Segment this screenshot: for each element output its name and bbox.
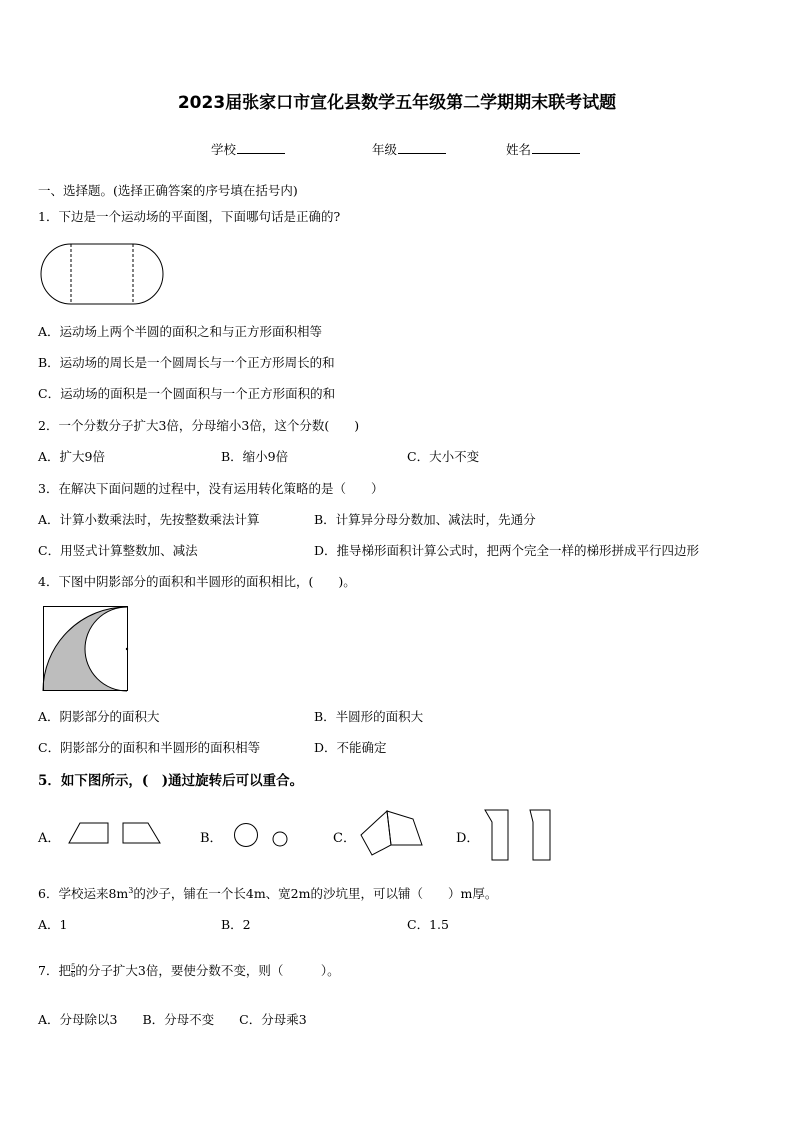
name-field xyxy=(506,140,580,158)
q2-option-b[interactable]: B．缩小9倍 xyxy=(221,449,289,464)
q7-stem-post: 的分子扩大3倍，要使分数不变，则（ ）。 xyxy=(75,963,340,978)
grade-blank[interactable] xyxy=(398,141,446,154)
q3-option-d[interactable]: D．推导梯形面积计算公式时，把两个完全一样的梯形拼成平行四边形 xyxy=(314,543,700,558)
q2-option-a[interactable]: A．扩大9倍 xyxy=(38,449,105,464)
q1-option-c[interactable]: C．运动场的面积是一个圆面积与一个正方形面积的和 xyxy=(38,386,336,401)
q5-option-a[interactable]: A． xyxy=(38,831,61,846)
q5-option-b[interactable]: B． xyxy=(200,831,223,846)
school-blank[interactable] xyxy=(237,141,285,154)
rotated-quad-figure xyxy=(359,809,425,859)
q7-options[interactable]: A．分母除以3 B．分母不变 C．分母乘3 xyxy=(38,1012,307,1027)
q1-stem: 1．下边是一个运动场的平面图，下面哪句话是正确的? xyxy=(38,209,341,224)
q4-option-c[interactable]: C．阴影部分的面积和半圆形的面积相等 xyxy=(38,740,261,755)
notched-rect-pair-figure xyxy=(484,808,554,864)
q4-option-a[interactable]: A．阴影部分的面积大 xyxy=(38,709,160,724)
circle-pair-figure xyxy=(233,822,293,850)
q6-option-b[interactable]: B．2 xyxy=(221,917,251,932)
grade-label: 年级 xyxy=(372,142,398,157)
q7-stem xyxy=(38,961,340,979)
name-blank[interactable] xyxy=(532,141,580,154)
q5-option-d[interactable]: D． xyxy=(456,831,480,846)
trapezoid-pair-figure xyxy=(68,822,164,848)
grade-field xyxy=(372,140,446,158)
q3-stem: 3．在解决下面问题的过程中，没有运用转化策略的是（ ） xyxy=(38,481,384,496)
q4-option-d[interactable]: D．不能确定 xyxy=(314,740,387,755)
q5-stem: 5．如下图所示，( )通过旋转后可以重合。 xyxy=(38,773,304,789)
name-label: 姓名 xyxy=(506,142,532,157)
section-heading: 一、选择题。(选择正确答案的序号填在括号内) xyxy=(38,183,298,198)
q4-stem: 4．下图中阴影部分的面积和半圆形的面积相比，( )。 xyxy=(38,574,356,589)
q6-stem-sup: 3 xyxy=(128,885,134,895)
q3-option-a[interactable]: A．计算小数乘法时，先按整数乘法计算 xyxy=(38,512,260,527)
q6-option-a[interactable]: A．1 xyxy=(38,917,68,932)
stadium-figure xyxy=(40,243,166,305)
q2-stem: 2．一个分数分子扩大3倍，分母缩小3倍，这个分数( ) xyxy=(38,418,360,433)
q6-stem-post: 的沙子，铺在一个长4m、宽2m的沙坑里，可以铺（ ）m厚。 xyxy=(133,886,498,901)
q1-option-b[interactable]: B．运动场的周长是一个圆周长与一个正方形周长的和 xyxy=(38,355,335,370)
school-label: 学校 xyxy=(211,142,237,157)
q1-option-a[interactable]: A．运动场上两个半圆的面积之和与正方形面积相等 xyxy=(38,324,323,339)
shaded-square-figure xyxy=(43,606,131,692)
page-title: 2023届张家口市宣化县数学五年级第二学期期末联考试题 xyxy=(177,93,617,113)
q7-frac-num: 5 xyxy=(70,963,76,971)
q6-stem xyxy=(38,884,497,902)
q2-option-c[interactable]: C．大小不变 xyxy=(407,449,480,464)
q3-option-b[interactable]: B．计算异分母分数加、减法时，先通分 xyxy=(314,512,536,527)
q3-option-c[interactable]: C．用竖式计算整数加、减法 xyxy=(38,543,198,558)
q4-option-b[interactable]: B．半圆形的面积大 xyxy=(314,709,424,724)
school-field xyxy=(211,140,285,158)
q7-frac-den: 6 xyxy=(70,971,76,979)
q5-option-c[interactable]: C． xyxy=(333,831,356,846)
q6-option-c[interactable]: C．1.5 xyxy=(407,917,449,932)
q6-stem-pre: 6．学校运来8m xyxy=(38,886,129,901)
q7-stem-pre: 7．把 xyxy=(38,963,71,978)
